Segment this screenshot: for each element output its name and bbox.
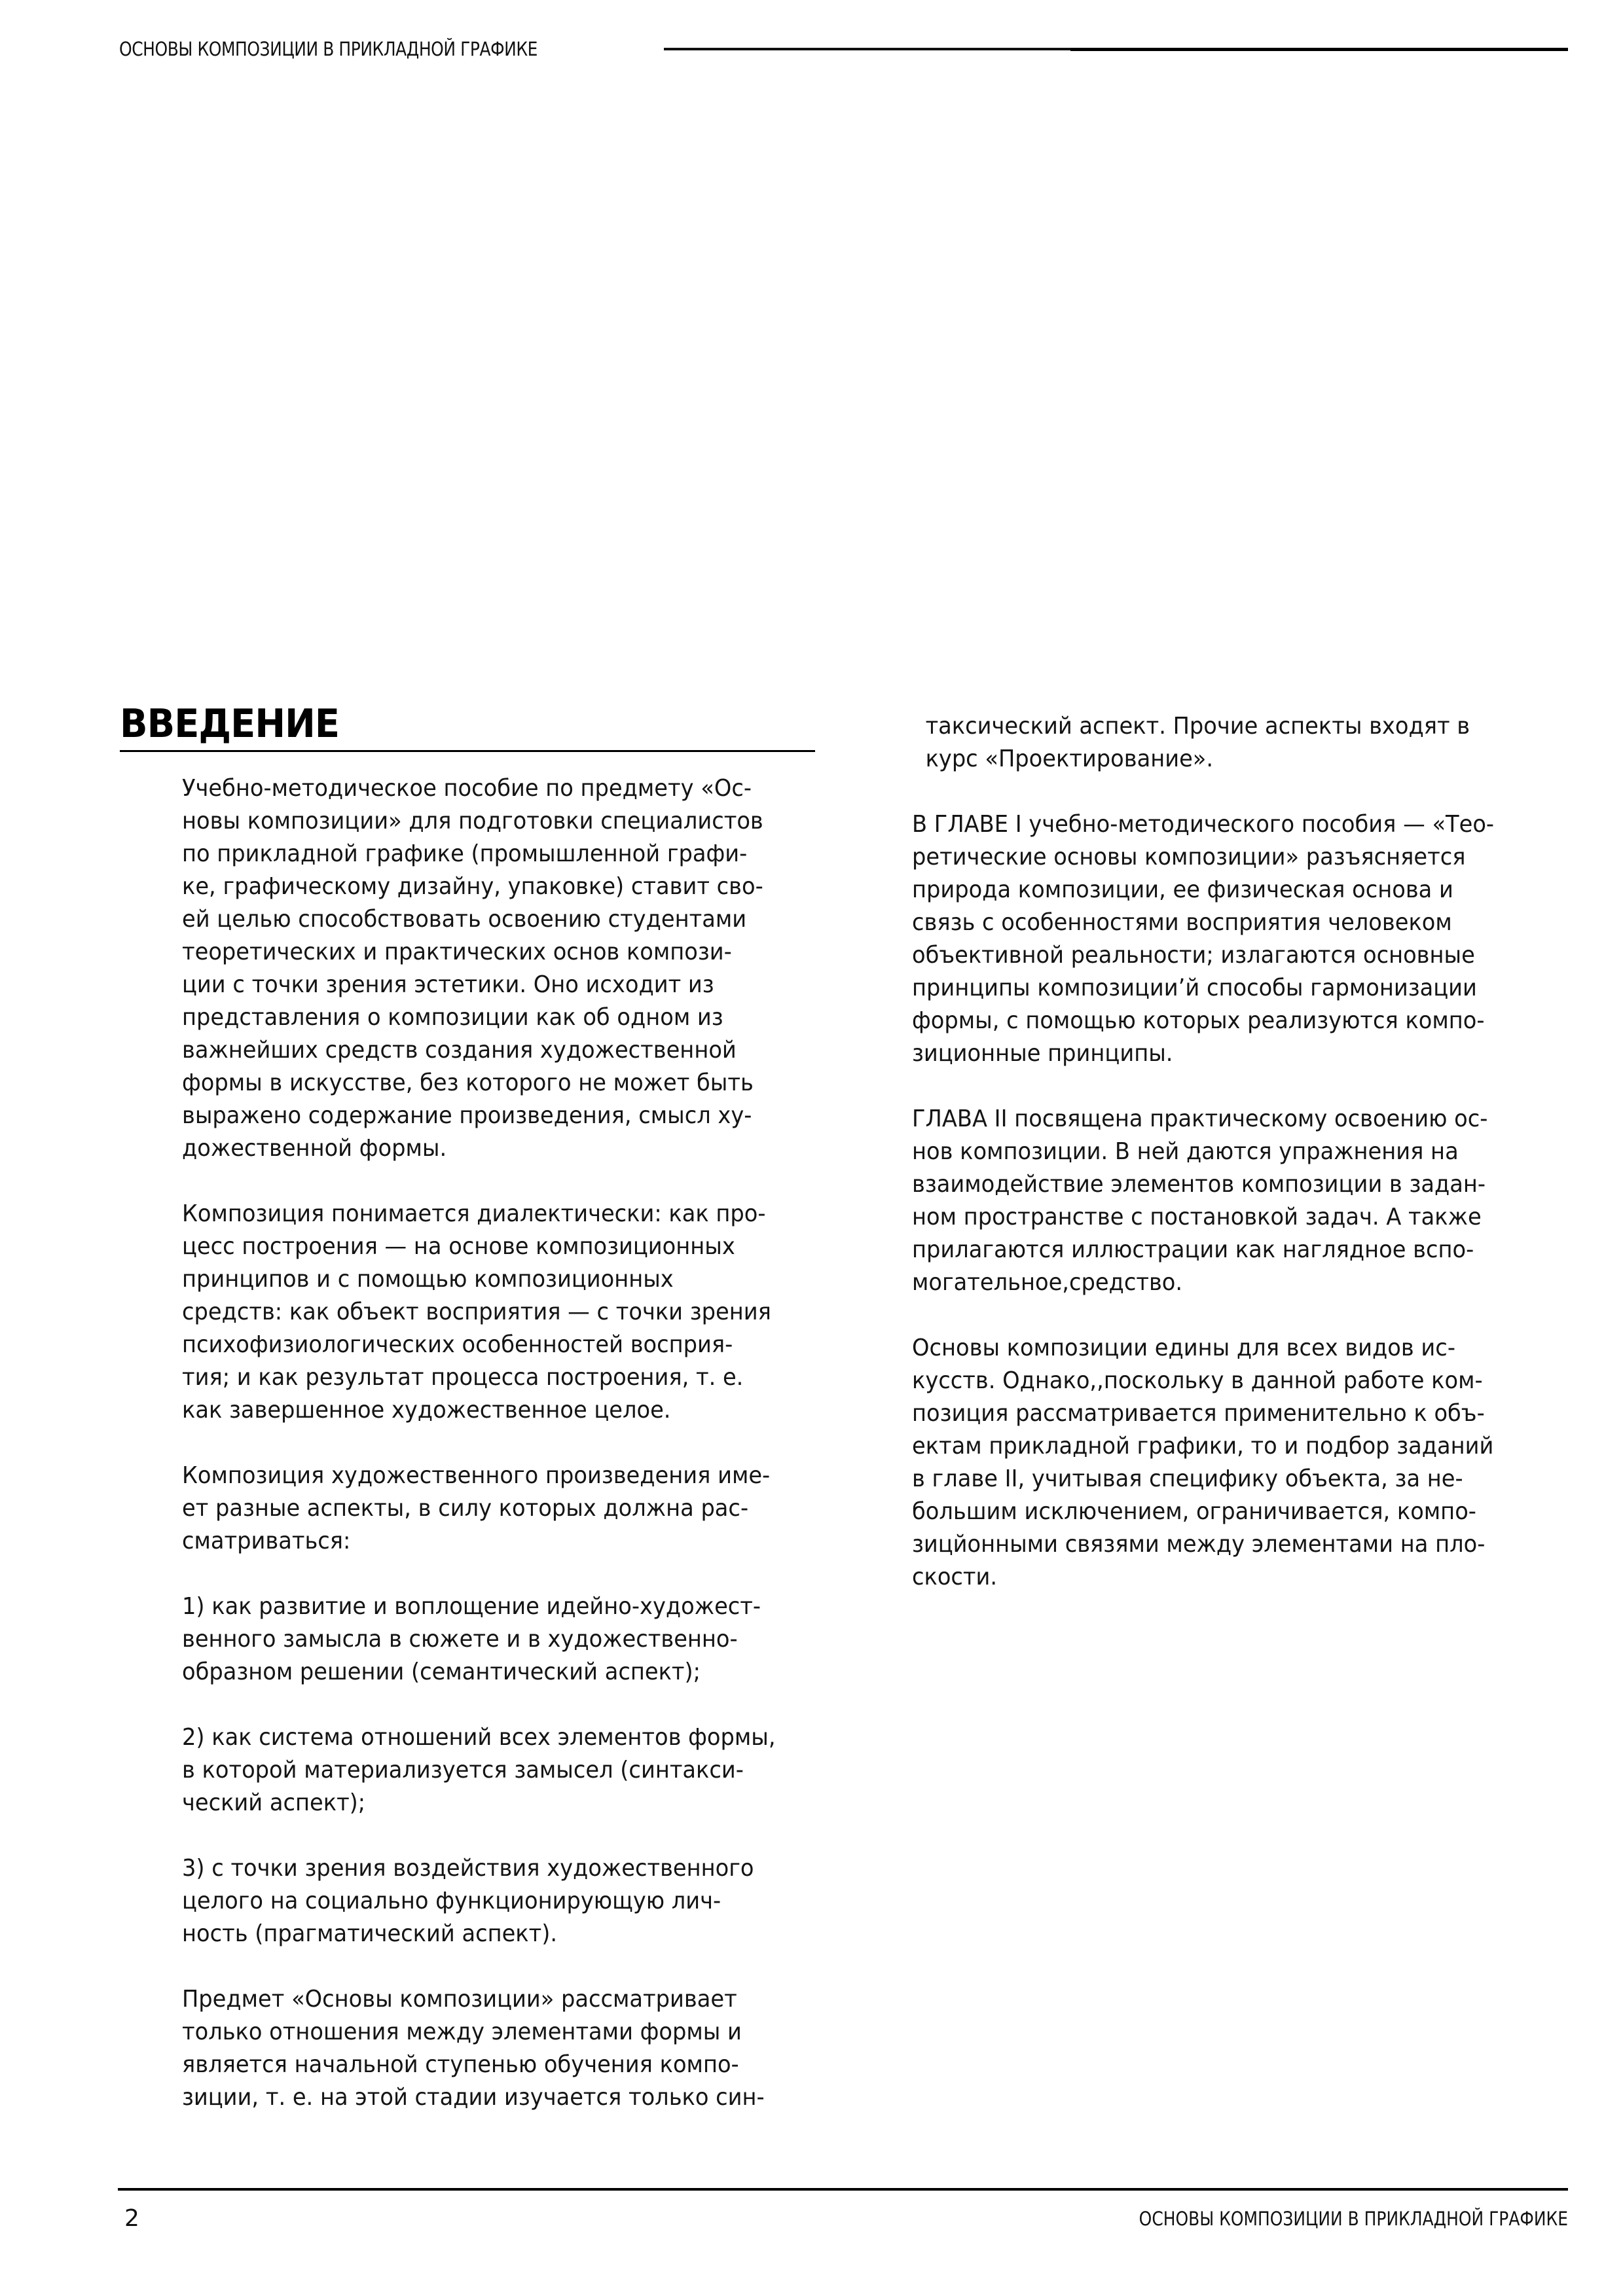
paragraph: [182, 772, 845, 1165]
text-line: Предмет «Основы композиции» рассматривает: [182, 1986, 737, 2013]
text-line: тия; и как результат процесса построения, т. е.: [182, 1364, 744, 1391]
text-line: выражено содержание произведения, смысл ху-: [182, 1102, 752, 1129]
paragraph: [912, 1103, 1575, 1299]
text-line: природа композиции, ее физическая основа и: [912, 876, 1453, 903]
paragraph: [182, 1852, 845, 1950]
section-heading: [120, 699, 815, 752]
page-number: 2: [124, 2205, 139, 2232]
section-title: ВВЕДЕНИЕ: [120, 701, 340, 747]
text-line: кусств. Однако,,поскольку в данной работе ком-: [912, 1367, 1483, 1394]
left-column: [182, 772, 837, 2147]
text-line: Композиция художественного произведения име-: [182, 1462, 771, 1489]
running-header-title: ОСНОВЫ КОМПОЗИЦИИ В ПРИКЛАДНОЙ ГРАФИКЕ: [119, 38, 538, 60]
text-line: образном решении (семантический аспект);: [182, 1659, 701, 1685]
text-line: взаимодействие элементов композиции в задан-: [912, 1171, 1486, 1198]
footer-rule: [118, 2188, 1568, 2191]
text-line: ГЛАВА II посвящена практическому освоению ос-: [912, 1105, 1488, 1132]
running-header: [119, 34, 1568, 64]
paragraph: [182, 1590, 845, 1689]
text-line: венного замысла в сюжете и в художественно-: [182, 1626, 738, 1653]
text-line: как завершенное художественное целое.: [182, 1397, 671, 1424]
text-line: связь с особенностями восприятия человеком: [912, 909, 1452, 936]
text-line: формы, с помощью которых реализуются компо-: [912, 1007, 1485, 1034]
text-line: большим исключением, ограничивается, компо-: [912, 1498, 1476, 1525]
running-footer: [118, 2188, 1568, 2232]
running-footer-title: ОСНОВЫ КОМПОЗИЦИИ В ПРИКЛАДНОЙ ГРАФИКЕ: [1139, 2207, 1568, 2230]
paragraph: [182, 1460, 845, 1558]
text-line: формы в искусстве, без которого не может быть: [182, 1069, 754, 1096]
text-line: целого на социально функционирующую лич-: [182, 1888, 721, 1914]
text-line: ектам прикладной графики, то и подбор заданий: [912, 1433, 1494, 1460]
text-line: психофизиологических особенностей восприя-: [182, 1331, 733, 1358]
text-line: принципов и с помощью композиционных: [182, 1266, 674, 1293]
paragraph: [182, 1983, 845, 2114]
header-rule: [664, 48, 1568, 50]
text-line: дожественной формы.: [182, 1135, 447, 1162]
text-line: 3) с точки зрения воздействия художественного: [182, 1855, 754, 1882]
text-line: ции с точки зрения эстетики. Оно исходит из: [182, 971, 714, 998]
text-line: ей целью способствовать освоению студентами: [182, 906, 747, 933]
text-line: Композиция понимается диалектически: как про-: [182, 1200, 766, 1227]
text-line: ет разные аспекты, в силу которых должна рас-: [182, 1495, 749, 1522]
text-line: сматриваться:: [182, 1528, 351, 1554]
text-line: зицйонными связями между элементами на пло-: [912, 1531, 1486, 1558]
text-line: в которой материализуется замысел (синтакси-: [182, 1757, 744, 1784]
right-column: [912, 710, 1567, 1626]
paragraph: [912, 1332, 1575, 1594]
text-line: ретические основы композиции» разъясняется: [912, 844, 1466, 870]
text-line: таксический аспект. Прочие аспекты входят в: [925, 713, 1470, 740]
paragraph: [912, 808, 1575, 1070]
paragraph: [182, 1721, 845, 1820]
text-line: Основы композиции едины для всех видов ис-: [912, 1335, 1455, 1361]
text-line: зиции, т. е. на этой стадии изучается только син-: [182, 2084, 765, 2111]
paragraph: [182, 1198, 845, 1427]
text-line: ке, графическому дизайну, упаковке) ставит сво-: [182, 873, 763, 900]
text-line: Учебно-методическое пособие по предмету «Ос-: [182, 775, 752, 802]
text-line: является начальной ступенью обучения компо-: [182, 2051, 739, 2078]
text-line: прилагаются иллюстрации как наглядное вспо-: [912, 1236, 1474, 1263]
text-line: новы композиции» для подготовки специалистов: [182, 808, 763, 834]
text-line: 2) как система отношений всех элементов формы,: [182, 1724, 776, 1751]
text-line: важнейших средств создания художественной: [182, 1037, 737, 1064]
text-line: принципы композиции’й способы гармонизации: [912, 975, 1477, 1001]
text-line: только отношения между элементами формы и: [182, 2018, 742, 2045]
paragraph: [912, 710, 1575, 776]
text-line: ном пространстве с постановкой задач. А также: [912, 1204, 1482, 1230]
text-line: средств: как объект восприятия — с точки зрения: [182, 1299, 771, 1325]
text-line: в главе II, учитывая специфику объекта, за не-: [912, 1465, 1463, 1492]
text-line: могательное,средство.: [912, 1269, 1183, 1296]
text-line: по прикладной графике (промышленной графи-: [182, 840, 748, 867]
text-line: 1) как развитие и воплощение идейно-художест-: [182, 1593, 761, 1620]
text-line: позиция рассматривается применительно к объ-: [912, 1400, 1485, 1427]
text-line: нов композиции. В ней даются упражнения на: [912, 1138, 1459, 1165]
text-line: представления о композиции как об одном из: [182, 1004, 723, 1031]
heading-rule: [120, 750, 815, 752]
text-line: ность (прагматический аспект).: [182, 1920, 558, 1947]
text-line: зиционные принципы.: [912, 1040, 1173, 1067]
text-line: ческий аспект);: [182, 1789, 366, 1816]
text-line: цесс построения — на основе композиционных: [182, 1233, 735, 1260]
text-line: В ГЛАВЕ I учебно-методического пособия — «Тео-: [912, 811, 1495, 838]
text-line: объективной реальности; излагаются основные: [912, 942, 1475, 969]
text-line: курс «Проектирование».: [925, 745, 1214, 772]
text-line: скости.: [912, 1564, 998, 1590]
text-line: теоретических и практических основ компози-: [182, 939, 732, 965]
